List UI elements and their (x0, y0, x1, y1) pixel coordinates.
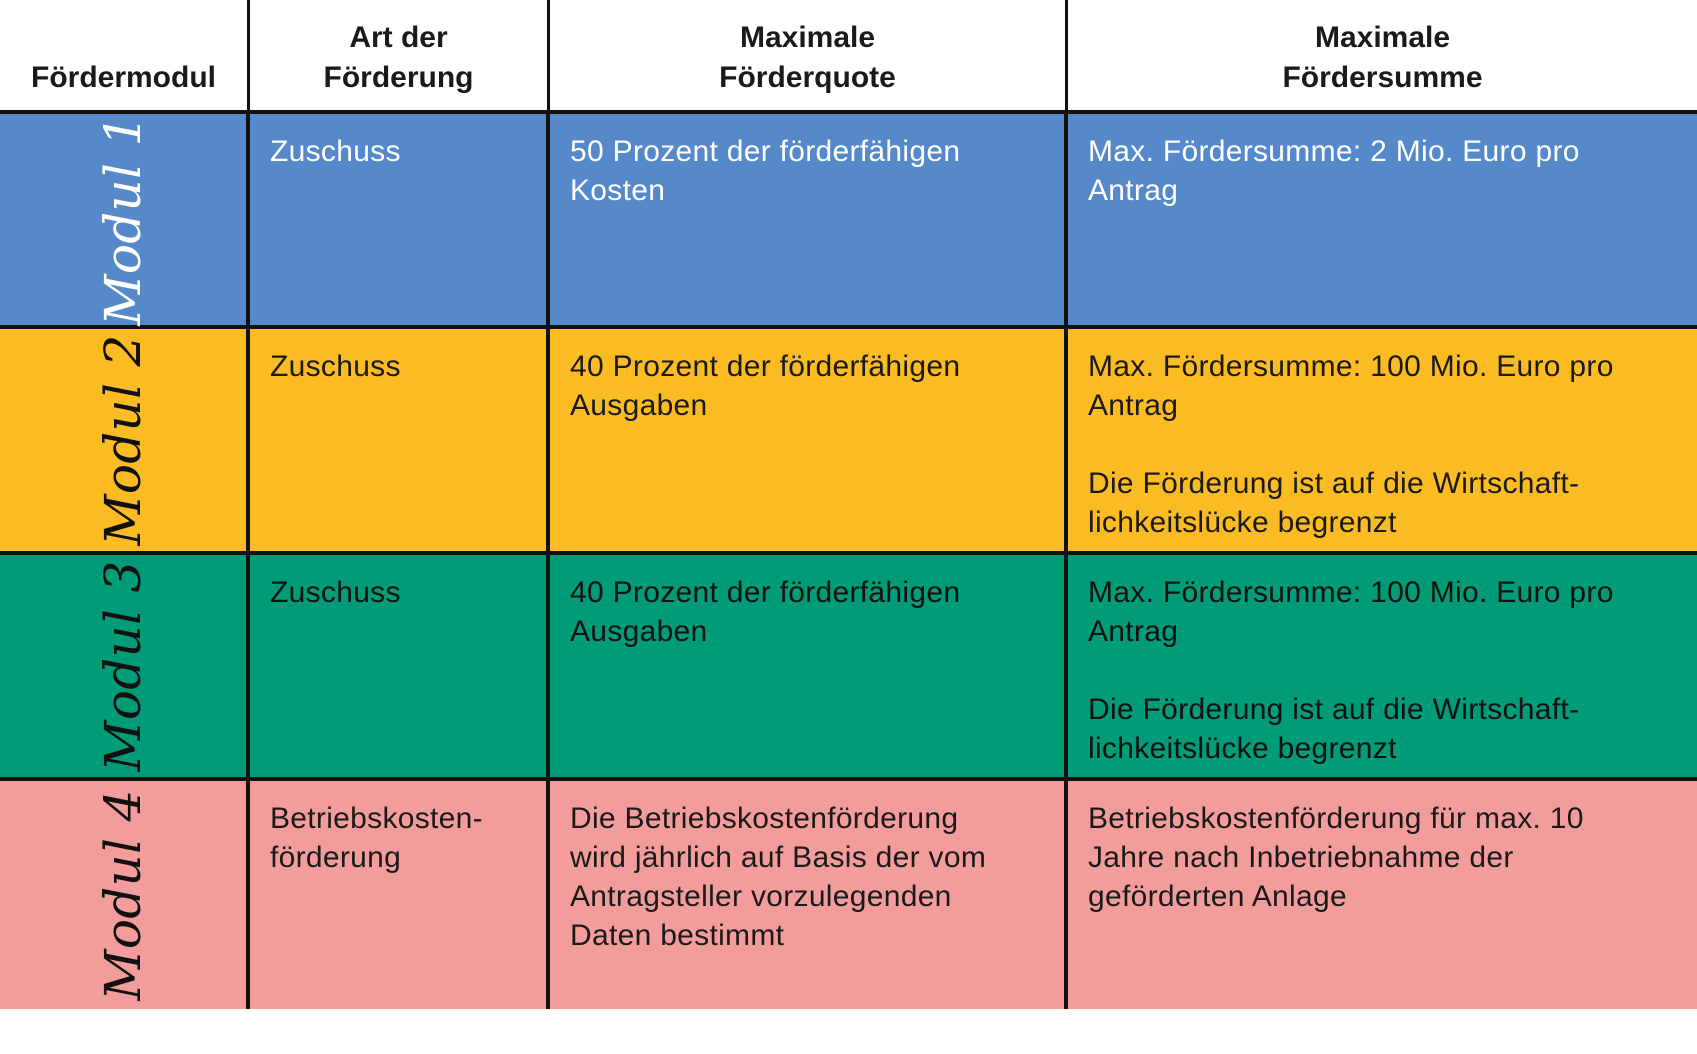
table-row-modul-4 (0, 781, 1697, 1009)
summe-cell (1068, 329, 1697, 551)
cell-text: Ausgaben (570, 615, 708, 648)
cell-text: Zuschuss (270, 350, 401, 383)
cell-text: Zuschuss (270, 135, 401, 168)
cell-note: lichkeitslücke begrenzt (1088, 506, 1397, 539)
cell-text: Die Betriebskostenförderung (570, 802, 959, 835)
cell-text: Betriebskostenförderung für max. 10 (1088, 802, 1584, 835)
header-text: Förderung (323, 61, 474, 94)
header-art-der-foerderung (250, 0, 550, 110)
header-text: Fördermodul (31, 61, 216, 94)
cell-text: förderung (270, 841, 402, 874)
module-label: Modul 1 (94, 113, 152, 326)
art-cell (250, 781, 550, 1009)
header-foerdermodul (0, 0, 250, 110)
cell-text: Jahre nach Inbetriebnahme der (1088, 841, 1514, 874)
cell-note: lichkeitslücke begrenzt (1088, 732, 1397, 765)
cell-text: Max. Fördersumme: 2 Mio. Euro pro (1088, 135, 1580, 168)
cell-text: 40 Prozent der förderfähigen (570, 576, 961, 609)
header-text: Art der (349, 21, 448, 54)
cell-text: 40 Prozent der förderfähigen (570, 350, 961, 383)
table-row-modul-3 (0, 555, 1697, 781)
spacer (1088, 425, 1677, 464)
quote-cell (550, 781, 1068, 1009)
summe-cell (1068, 781, 1697, 1009)
cell-text: Max. Fördersumme: 100 Mio. Euro pro (1088, 576, 1614, 609)
cell-text: Antrag (1088, 174, 1179, 207)
quote-cell (550, 555, 1068, 777)
cell-text: Max. Fördersumme: 100 Mio. Euro pro (1088, 350, 1614, 383)
module-cell (0, 781, 250, 1009)
cell-text: Antragsteller vorzulegenden (570, 880, 952, 913)
header-text: Fördersumme (1282, 61, 1483, 94)
header-maximale-foerdersumme (1068, 0, 1697, 110)
module-cell (0, 555, 250, 777)
cell-text: wird jährlich auf Basis der vom (570, 841, 987, 874)
cell-text: Ausgaben (570, 389, 708, 422)
module-cell (0, 114, 250, 325)
summe-cell (1068, 555, 1697, 777)
header-text: Maximale (1314, 21, 1451, 54)
cell-text: Daten bestimmt (570, 919, 785, 952)
art-cell (250, 329, 550, 551)
table-header-row (0, 0, 1697, 114)
module-label: Modul 4 (94, 789, 152, 1001)
cell-text: geförderten Anlage (1088, 880, 1347, 913)
module-cell (0, 329, 250, 551)
quote-cell (550, 329, 1068, 551)
summe-cell (1068, 114, 1697, 325)
table-row-modul-2 (0, 329, 1697, 555)
cell-note: Die Förderung ist auf die Wirtschaft- (1088, 693, 1580, 726)
header-maximale-foerderquote (550, 0, 1068, 110)
table-row-modul-1 (0, 114, 1697, 329)
module-label: Modul 3 (94, 560, 152, 772)
cell-text: Betriebskosten- (270, 802, 483, 835)
header-text: Förderquote (719, 61, 896, 94)
cell-text: Antrag (1088, 615, 1179, 648)
header-text: Maximale (739, 21, 876, 54)
cell-text: 50 Prozent der förderfähigen (570, 135, 961, 168)
quote-cell (550, 114, 1068, 325)
art-cell (250, 555, 550, 777)
cell-text: Antrag (1088, 389, 1179, 422)
art-cell (250, 114, 550, 325)
spacer (1088, 651, 1677, 690)
cell-text: Kosten (570, 174, 666, 207)
cell-text: Zuschuss (270, 576, 401, 609)
module-label: Modul 2 (94, 334, 152, 546)
cell-note: Die Förderung ist auf die Wirtschaft- (1088, 467, 1580, 500)
